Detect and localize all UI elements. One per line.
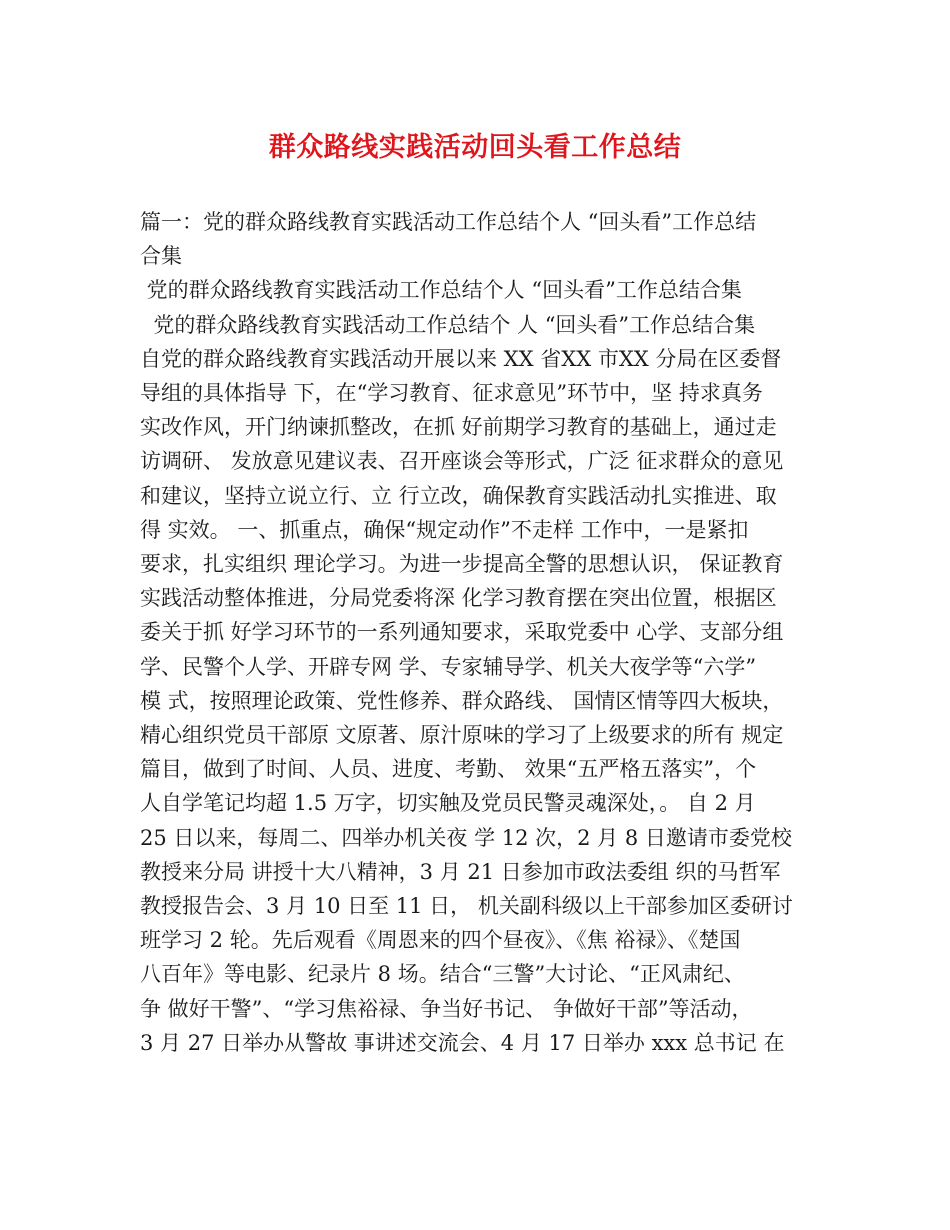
body-text-line: 委关于抓 好学习环节的一系列通知要求，采取党委中 心学、支部分组 xyxy=(140,620,784,645)
body-text-line: 精心组织党员干部原 文原著、原汁原味的学习了上级要求的所有 规定 xyxy=(140,723,784,747)
body-text-line: 实改作风，开门纳谏抓整改，在抓 好前期学习教育的基础上，通过走 xyxy=(140,415,777,440)
body-text-line: 八百年》等电影、纪录片 8 场。结合“三警”大讨论、“正风肃纪、 xyxy=(140,962,745,987)
body-text-line: 篇一：党的群众路线教育实践活动工作总结个人 “回头看”工作总结 xyxy=(140,210,757,234)
body-text-line: 党的群众路线教育实践活动工作总结个人 “回头看”工作总结合集 xyxy=(140,278,742,303)
body-text-line: 自党的群众路线教育实践活动开展以来 XX 省XX 市XX 分局在区委督 xyxy=(140,346,782,371)
body-text-line: 访调研、 发放意见建议表、召开座谈会等形式，广泛 征求群众的意见 xyxy=(140,449,784,474)
body-text-line: 实践活动整体推进，分局党委将深 化学习教育摆在突出位置，根据区 xyxy=(140,586,777,611)
body-text-line: 党的群众路线教育实践活动工作总结个 人 “回头看”工作总结合集 xyxy=(140,312,756,337)
body-text-line: 3 月 27 日举办从警故 事讲述交流会、4 月 17 日举办 xxx 总书记 在 xyxy=(140,1030,785,1055)
body-text-line: 合集 xyxy=(140,244,182,269)
body-text-line: 导组的具体指导 下，在“学习教育、征求意见”环节中，坚 持求真务 xyxy=(140,381,763,405)
body-text-line: 篇目，做到了时间、人员、进度、考勤、 效果“五严格五落实”，个 xyxy=(140,757,757,782)
body-text-line: 要求，扎实组织 理论学习。为进一步提高全警的思想认识， 保证教育 xyxy=(140,552,784,576)
body-text-line: 人自学笔记均超 1.5 万字，切实触及党员民警灵魂深处，。 自 2 月 xyxy=(140,791,756,816)
body-text-line: 学、民警个人学、开辟专网 学、专家辅导学、机关大夜学等“六学” xyxy=(140,654,757,679)
body-text-line: 争 做好干警”、“学习焦裕禄、争当好书记、 争做好干部”等活动， xyxy=(140,996,753,1021)
body-text-line: 25 日以来，每周二、四举办机关夜 学 12 次，2 月 8 日邀请市委党校 xyxy=(140,825,792,850)
document-title: 群众路线实践活动回头看工作总结 xyxy=(268,132,682,163)
body-text-line: 教授报告会、3 月 10 日至 11 日， 机关副科级以上干部参加区委研讨 xyxy=(140,894,793,918)
body-text-line: 和建议，坚持立说立行、立 行立改，确保教育实践活动扎实推进、取 xyxy=(140,483,777,508)
body-text-line: 模 式，按照理论政策、党性修养、群众路线、 国情区情等四大板块， xyxy=(140,688,784,713)
body-text-line: 班学习 2 轮。先后观看《周恩来的四个昼夜》、《焦 裕禄》、《楚国 xyxy=(140,928,741,953)
body-text-line: 得 实效。 一、抓重点，确保“规定动作”不走样 工作中，一是紧扣 xyxy=(140,517,749,542)
body-text-line: 教授来分局 讲授十大八精神，3 月 21 日参加市政法委组 织的马哲军 xyxy=(140,859,781,884)
